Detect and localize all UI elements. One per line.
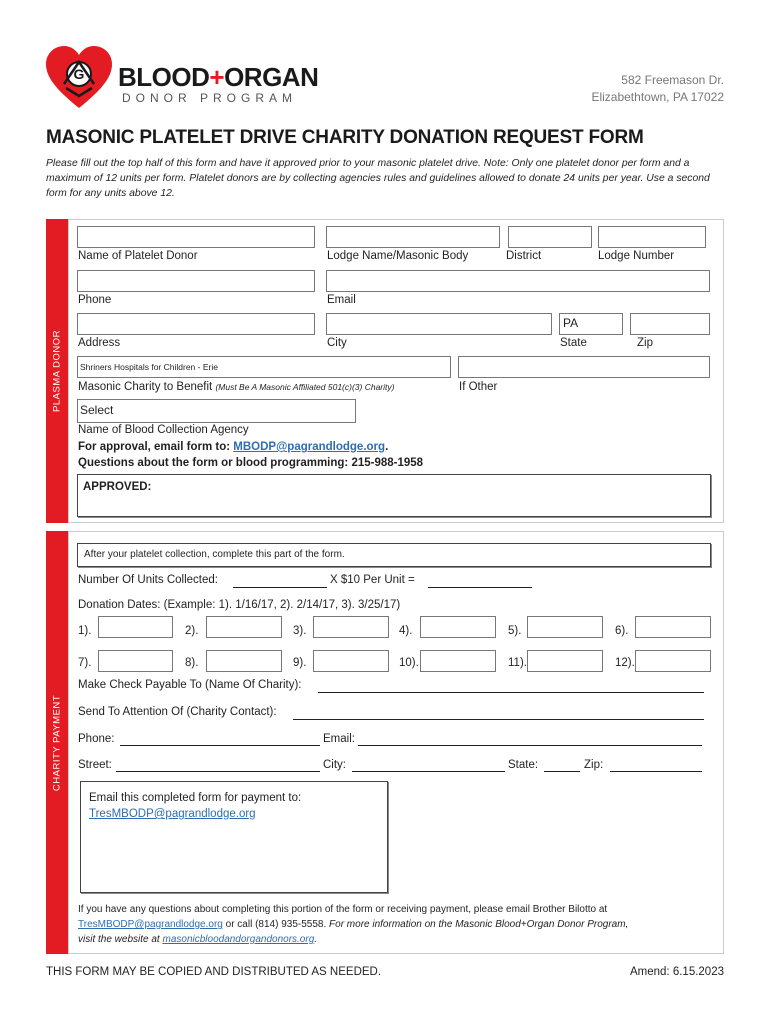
attention-label: Send To Attention Of (Charity Contact): — [78, 706, 277, 718]
approved-label: APPROVED: — [83, 481, 152, 493]
approval-suffix: . — [385, 441, 389, 453]
attention-line[interactable] — [293, 719, 704, 720]
date-field-6[interactable] — [635, 616, 711, 638]
date-field-3[interactable] — [313, 616, 389, 638]
check-payable-label: Make Check Payable To (Name Of Charity): — [78, 679, 302, 691]
contact-text-1: If you have any questions about completing this portion of the form or receiving payment, please email Brother Bilotto at — [78, 904, 608, 915]
address-field[interactable] — [77, 313, 315, 335]
address-line-2: Elizabethtown, PA 17022 — [591, 90, 724, 104]
date-field-11[interactable] — [527, 650, 603, 672]
email-payment-text: Email this completed form for payment to: — [89, 792, 302, 804]
website-suffix: . — [314, 934, 318, 945]
intro-text: Please fill out the top half of this form and have it approved prior to your masonic platelet drive. Note: Only one platelet donor per form and a maximum of 12 units per form. Platelet donors are by collecting agencies rules and guidelines allowed to donate 24 units per year. Use a second form for any units above 12. — [46, 158, 710, 199]
date-field-1[interactable] — [98, 616, 173, 638]
date-label-2: 2). — [185, 625, 199, 637]
approved-box[interactable] — [77, 474, 711, 517]
agency-select[interactable]: Select — [77, 399, 356, 423]
approval-email-link[interactable]: MBODP@pagrandlodge.org — [233, 441, 386, 453]
dates-label: Donation Dates: (Example: 1). 1/16/17, 2). 2/14/17, 3). 3/25/17) — [78, 599, 401, 611]
payment-email-label: Email: — [323, 733, 355, 745]
plasma-donor-sidebar-label: PLASMA DONOR — [51, 329, 63, 413]
date-field-9[interactable] — [313, 650, 389, 672]
contact-italic: For more information on the Masonic Blood+Organ Donor Program, — [329, 919, 629, 930]
street-line[interactable] — [116, 771, 320, 772]
contact-paragraph — [78, 902, 718, 947]
logo-plus: + — [209, 62, 225, 92]
if-other-label: If Other — [459, 381, 498, 393]
zip-label: Zip — [637, 337, 653, 349]
payment-city-label: City: — [323, 759, 346, 771]
zip-field[interactable] — [630, 313, 710, 335]
logo-word-blood: BLOOD — [118, 62, 210, 92]
page-title: MASONIC PLATELET DRIVE CHARITY DONATION REQUEST FORM — [46, 127, 644, 148]
payment-city-line[interactable] — [352, 771, 505, 772]
email-label: Email — [327, 294, 356, 306]
payment-zip-label: Zip: — [584, 759, 604, 771]
after-note-box — [77, 543, 711, 567]
logo-word-organ: ORGAN — [224, 62, 319, 92]
questions-line: Questions about the form or blood programming: 215-988-1958 — [78, 457, 424, 469]
phone-field[interactable] — [77, 270, 315, 292]
agency-label: Name of Blood Collection Agency — [78, 424, 249, 436]
payment-state-line[interactable] — [544, 771, 580, 772]
payment-zip-line[interactable] — [610, 771, 702, 772]
state-field[interactable]: PA — [559, 313, 623, 335]
date-label-5: 5). — [508, 625, 522, 637]
payment-state-label: State: — [508, 759, 539, 771]
total-line[interactable] — [428, 587, 532, 588]
contact-text-2: or call (814) 935-5558. — [222, 919, 330, 930]
date-label-3: 3). — [293, 625, 307, 637]
date-field-4[interactable] — [420, 616, 496, 638]
approval-line — [78, 441, 388, 453]
plasma-donor-sidebar — [46, 219, 68, 523]
donor-name-field[interactable] — [77, 226, 315, 248]
district-field[interactable] — [508, 226, 592, 248]
logo-letter: G — [73, 66, 85, 82]
charity-label: Masonic Charity to Benefit — [78, 381, 213, 393]
date-label-6: 6). — [615, 625, 629, 637]
date-field-2[interactable] — [206, 616, 282, 638]
contact-italic-2: visit the website at — [78, 934, 163, 945]
date-field-8[interactable] — [206, 650, 282, 672]
address-block — [591, 72, 724, 106]
email-field[interactable] — [326, 270, 710, 292]
footer-copy-notice: THIS FORM MAY BE COPIED AND DISTRIBUTED AS NEEDED. — [46, 966, 382, 978]
charity-label-group — [78, 381, 394, 393]
logo-subtitle: DONOR PROGRAM — [122, 91, 298, 105]
date-label-12: 12). — [615, 657, 635, 669]
approval-prefix: For approval, email form to: — [78, 441, 234, 453]
website-link[interactable]: masonicbloodandorgandonors.org — [162, 934, 315, 945]
phone-label: Phone — [78, 294, 112, 306]
district-label: District — [506, 250, 542, 262]
payment-phone-line[interactable] — [120, 745, 320, 746]
date-field-5[interactable] — [527, 616, 603, 638]
street-label: Street: — [78, 759, 112, 771]
email-payment-box — [80, 781, 388, 893]
email-payment-link[interactable]: TresMBODP@pagrandlodge.org — [89, 808, 256, 820]
state-label: State — [560, 337, 587, 349]
donor-name-label: Name of Platelet Donor — [78, 250, 198, 262]
date-label-1: 1). — [78, 625, 92, 637]
date-label-10: 10). — [399, 657, 419, 669]
check-payable-line[interactable] — [318, 692, 704, 693]
payment-phone-label: Phone: — [78, 733, 115, 745]
charity-select[interactable]: Shriners Hospitals for Children - Erie — [77, 356, 451, 378]
footer-amend-date: Amend: 6.15.2023 — [630, 966, 724, 978]
contact-email-link[interactable]: TresMBODP@pagrandlodge.org — [78, 919, 223, 930]
date-label-4: 4). — [399, 625, 413, 637]
after-note: After your platelet collection, complete this part of the form. — [84, 549, 345, 560]
date-field-7[interactable] — [98, 650, 173, 672]
email-payment-text-block — [89, 790, 301, 822]
lodge-number-field[interactable] — [598, 226, 706, 248]
units-line[interactable] — [233, 587, 327, 588]
per-unit-label: X $10 Per Unit = — [330, 574, 415, 586]
payment-email-line[interactable] — [358, 745, 702, 746]
charity-payment-sidebar-label: CHARITY PAYMENT — [51, 694, 63, 791]
date-label-11: 11). — [508, 657, 527, 669]
lodge-name-field[interactable] — [326, 226, 500, 248]
city-field[interactable] — [326, 313, 552, 335]
date-field-12[interactable] — [635, 650, 711, 672]
address-line-1: 582 Freemason Dr. — [621, 73, 724, 87]
lodge-number-label: Lodge Number — [598, 250, 675, 262]
logo-wordmark — [118, 62, 318, 93]
city-label: City — [327, 337, 347, 349]
if-other-field[interactable] — [458, 356, 710, 378]
date-label-7: 7). — [78, 657, 92, 669]
lodge-label: Lodge Name/Masonic Body — [327, 250, 469, 262]
address-label: Address — [78, 337, 121, 349]
date-field-10[interactable] — [420, 650, 496, 672]
charity-note: (Must Be A Masonic Affiliated 501(c)(3) Charity) — [215, 382, 395, 392]
units-label: Number Of Units Collected: — [78, 574, 218, 586]
charity-payment-sidebar — [46, 531, 68, 954]
date-label-8: 8). — [185, 657, 199, 669]
logo-heart-icon — [44, 44, 114, 110]
date-label-9: 9). — [293, 657, 307, 669]
